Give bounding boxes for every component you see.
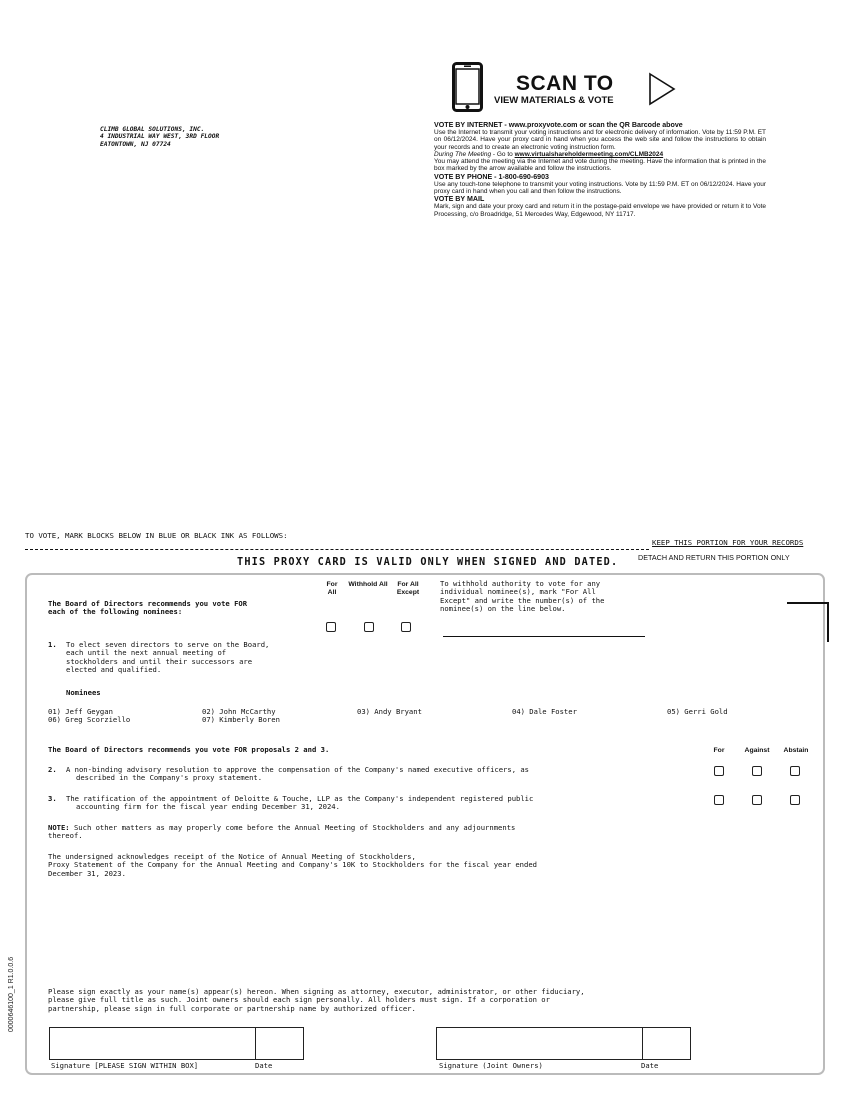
proposal1-line: stockholders and until their successors are: [66, 656, 253, 666]
vote-phone-text: Use any touch-tone telephone to transmit your voting instructions. Vote by 11:59 P.M. ET on 06/12/2024. Have your proxy card in hand when you call and then follow the instructions.: [434, 180, 766, 196]
withhold-instructions-line: individual nominee(s), mark "For All: [440, 587, 596, 597]
proposal1-number: 1.: [48, 640, 57, 649]
nominee: 05) Gerri Gold: [667, 707, 728, 716]
ack-line: The undersigned acknowledges receipt of the Notice of Annual Meeting of Stockholders,: [48, 852, 416, 861]
proposal3-against-checkbox[interactable]: [752, 795, 762, 805]
meeting-line: [434, 151, 766, 158]
vote-mail-text: Mark, sign and date your proxy card and return it in the postage-paid envelope we have provided or return it to Vote Processing, c/o Broadridge, 51 Mercedes Way, Edgewood, NY 11717.: [434, 203, 766, 218]
note-text: thereof.: [48, 831, 83, 841]
proposal3-line: accounting firm for the fiscal year ending December 31, 2024.: [76, 802, 340, 812]
note-label: NOTE:: [48, 823, 70, 832]
scan-title: SCAN TO: [516, 72, 614, 95]
sign-line: partnership, please sign in full corporate or partnership name by authorized officer.: [48, 1003, 416, 1013]
signing-instructions: [48, 988, 585, 1013]
proposal3-number: 3.: [48, 794, 57, 803]
nominee: 02) John McCarthy: [202, 707, 276, 716]
meeting-label: During The Meeting: [434, 150, 492, 158]
nominees-label: Nominees: [66, 688, 101, 697]
col-for-all-header: For All: [326, 581, 338, 596]
detach-portion-label: DETACH AND RETURN THIS PORTION ONLY: [638, 553, 790, 562]
ack-line: December 31, 2023.: [48, 868, 126, 878]
proposal2-for-checkbox[interactable]: [714, 766, 724, 776]
proposal1-line: To elect seven directors to serve on the Board,: [66, 640, 270, 649]
ack-line: Proxy Statement of the Company for the Annual Meeting and Company's 10K to Stockholders for the fiscal year ended: [48, 860, 537, 870]
signature-label: Signature [PLEASE SIGN WITHIN BOX]: [51, 1061, 199, 1070]
board-rec-line: each of the following nominees:: [48, 607, 183, 617]
sign-line: Please sign exactly as your name(s) appear(s) hereon. When signing as attorney, executor, administrator, or other fiduciary,: [48, 987, 585, 996]
voting-instructions: [434, 121, 766, 218]
nominee: 04) Dale Foster: [512, 707, 577, 716]
proposal3-text: [66, 795, 533, 812]
document-control-code: 0000646100_1 R1.0.0.6: [8, 956, 15, 1032]
col-for-header: For: [713, 747, 725, 754]
joint-signature-box[interactable]: [436, 1027, 691, 1060]
col-abstain-header: Abstain: [783, 747, 809, 754]
board-recommendation-1: [48, 600, 247, 617]
scan-subtitle: VIEW MATERIALS & VOTE: [494, 95, 614, 106]
proposal2-abstain-checkbox[interactable]: [790, 766, 800, 776]
vote-internet-heading: VOTE BY INTERNET - www.proxyvote.com or scan the QR Barcode above: [434, 121, 683, 129]
detach-line: [25, 549, 649, 550]
joint-date-label: Date: [641, 1061, 659, 1070]
proposal3-line: The ratification of the appointment of Deloitte & Touche, LLP as the Company's independent registered public: [66, 794, 534, 803]
nominee: 06) Greg Scorziello: [48, 715, 131, 724]
acknowledgement: [48, 853, 537, 878]
withhold-instructions-line: nominee(s) on the line below.: [440, 604, 566, 614]
proposal1-line: elected and qualified.: [66, 665, 162, 675]
keep-portion-label: KEEP THIS PORTION FOR YOUR RECORDS: [652, 538, 804, 547]
return-address-line: EATONTOWN, NJ 07724: [100, 140, 171, 148]
note-text: Such other matters as may properly come before the Annual Meeting of Stockholders and any adjournments: [69, 823, 516, 832]
withhold-instructions-line: To withhold authority to vote for any: [440, 579, 601, 588]
proposal2-text: [66, 766, 529, 783]
nominee: 03) Andy Bryant: [357, 707, 422, 716]
triangle-arrow-icon: [648, 72, 676, 106]
nominee: 01) Jeff Geygan: [48, 707, 113, 716]
proposal2-line: described in the Company's proxy statement.: [76, 773, 263, 783]
corner-mark: [787, 602, 829, 642]
meeting-url-link[interactable]: www.virtualshareholdermeeting.com/CLMB2024: [514, 150, 664, 158]
return-address: [100, 126, 219, 148]
meeting-text: You may attend the meeting via the Internet and vote during the meeting. Have the information that is printed in the box marked by the arrow available and follow the instructions.: [434, 158, 766, 173]
return-address-line: CLIMB GLOBAL SOLUTIONS, INC.: [100, 126, 205, 133]
proposal2-number: 2.: [48, 765, 57, 774]
return-address-line: 4 INDUSTRIAL WAY WEST, 3RD FLOOR: [100, 133, 220, 141]
proposal1-withhold-all-checkbox[interactable]: [364, 622, 374, 632]
vote-phone-heading: VOTE BY PHONE - 1-800-690-6903: [434, 172, 549, 181]
nominee: 07) Kimberly Boren: [202, 715, 280, 724]
note: [48, 824, 515, 841]
signature-box[interactable]: [49, 1027, 304, 1060]
sign-line: please give full title as such. Joint owners should each sign personally. All holders must sign. If a corporation or: [48, 995, 550, 1005]
joint-date-divider: [642, 1028, 643, 1059]
joint-signature-label: Signature (Joint Owners): [439, 1061, 543, 1070]
board-recommendation-2-3: The Board of Directors recommends you vote FOR proposals 2 and 3.: [48, 745, 330, 754]
date-label: Date: [255, 1061, 273, 1070]
proposal1-for-all-checkbox[interactable]: [326, 622, 336, 632]
mark-blocks-instruction: TO VOTE, MARK BLOCKS BELOW IN BLUE OR BLACK INK AS FOLLOWS:: [25, 531, 288, 540]
signature-date-divider: [255, 1028, 256, 1059]
vote-mail-heading: VOTE BY MAIL: [434, 195, 485, 204]
proposal1-text: [66, 641, 269, 675]
withhold-instructions: [440, 580, 643, 614]
col-for-all-except-header: For All Except: [396, 581, 420, 596]
proposal3-for-checkbox[interactable]: [714, 795, 724, 805]
proposal2-against-checkbox[interactable]: [752, 766, 762, 776]
col-withhold-all-header: Withhold All: [348, 581, 388, 588]
proposal3-abstain-checkbox[interactable]: [790, 795, 800, 805]
proposal1-line: each until the next annual meeting of: [66, 648, 227, 658]
proxy-valid-notice: THIS PROXY CARD IS VALID ONLY WHEN SIGNED AND DATED.: [237, 557, 619, 568]
vote-internet-text: Use the Internet to transmit your voting instructions and for electronic delivery of information. Vote by 11:59 P.M. ET on 06/12/2024. Have your proxy card in hand when you access the web site and follow the instructions to obtain your records and to create an electronic voting instruction form.: [434, 129, 766, 151]
smartphone-icon: [452, 62, 483, 112]
proposal1-for-all-except-checkbox[interactable]: [401, 622, 411, 632]
meeting-sep: - Go to: [491, 150, 515, 158]
board-rec-line: The Board of Directors recommends you vote FOR: [48, 599, 248, 608]
withhold-nominee-line[interactable]: [443, 636, 645, 637]
proposal2-line: A non-binding advisory resolution to approve the compensation of the Company's named executive officers, as: [66, 765, 530, 774]
col-against-header: Against: [744, 747, 770, 754]
withhold-instructions-line: Except" and write the number(s) of the: [440, 595, 605, 605]
